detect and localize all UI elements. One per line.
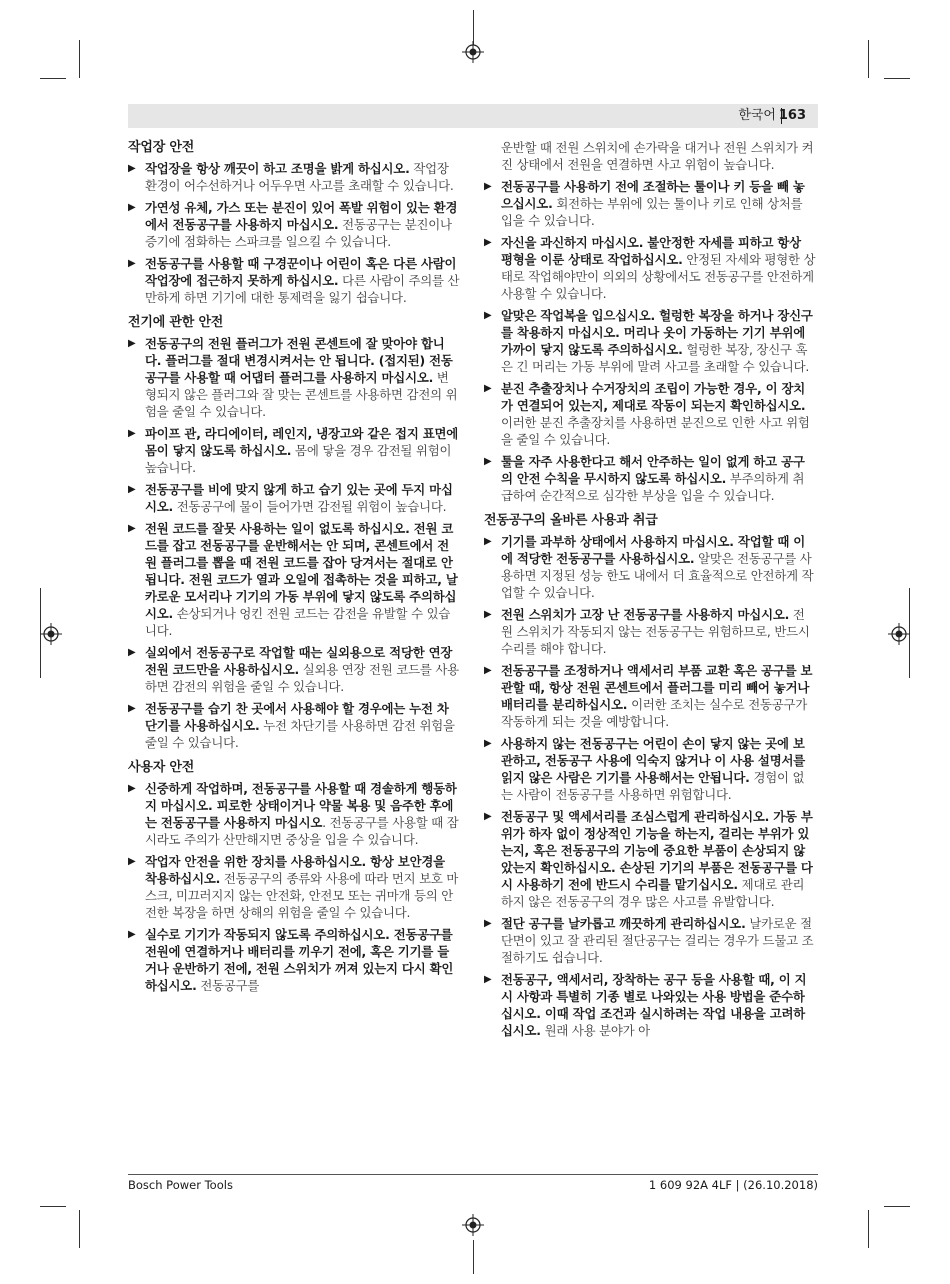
safety-item-explanation: 누전 차단기를 사용하면 감전 위험을 줄일 수 있습니다. bbox=[145, 718, 455, 750]
safety-item-instruction: 툴을 자주 사용한다고 해서 안주하는 일이 없게 하고 공구의 안전 수칙을 무시하지 않도록 하십시오. bbox=[501, 454, 805, 486]
registration-mark-icon bbox=[40, 623, 62, 645]
safety-item bbox=[484, 662, 816, 730]
safety-item-instruction: 전동공구를 사용하기 전에 조절하는 툴이나 키 등을 빼 놓으십시오. bbox=[501, 179, 805, 211]
safety-item bbox=[128, 335, 460, 420]
safety-item-explanation: 작업장 환경이 어수선하거나 어두우면 사고를 초래할 수 있습니다. bbox=[145, 161, 454, 193]
crop-mark bbox=[884, 1206, 910, 1207]
registration-mark-icon bbox=[888, 623, 910, 645]
safety-item-instruction: 전동공구를 사용할 때 구경꾼이나 어린이 혹은 다른 사람이 작업장에 접근하지 못하게 하십시오. bbox=[145, 256, 457, 288]
safety-item-explanation: 전원 스위치가 작동되지 않는 전동공구는 위험하므로, 반드시 수리를 해야 합니다. bbox=[501, 607, 810, 656]
safety-item bbox=[484, 971, 816, 1039]
safety-item-explanation: 부주의하게 취급하여 순간적으로 심각한 부상을 입을 수 있습니다. bbox=[501, 471, 805, 503]
safety-item bbox=[484, 380, 816, 448]
page-header bbox=[128, 104, 818, 128]
safety-item bbox=[484, 606, 816, 657]
safety-item-instruction: 신중하게 작업하며, 전동공구를 사용할 때 경솔하게 행동하지 마십시오. 피로한 상태이거나 약물 복용 및 음주한 후에는 전동공구를 사용하지 마십시오 bbox=[145, 781, 457, 830]
safety-item-instruction: 분진 추출장치나 수거장치의 조립이 가능한 경우, 이 장치가 연결되어 있는지, 제대로 작동이 되는지 확인하십시오. bbox=[501, 381, 806, 413]
safety-item bbox=[484, 234, 816, 302]
safety-item-instruction: 실외에서 전동공구로 작업할 때는 실외용으로 적당한 연장 전원 코드만을 사용하십시오. bbox=[145, 645, 453, 677]
safety-item bbox=[128, 520, 460, 639]
safety-item-explanation: 전동공구는 분진이나 증기에 점화하는 스파크를 일으킬 수 있습니다. bbox=[145, 217, 452, 249]
crop-mark bbox=[884, 78, 910, 79]
safety-item bbox=[484, 735, 816, 803]
crop-mark bbox=[868, 40, 869, 78]
safety-item-explanation: 다른 사람이 주의를 산만하게 하면 기기에 대한 통제력을 잃기 쉽습니다. bbox=[145, 273, 460, 305]
safety-item-explanation: 알맞은 전동공구를 사용하면 지정된 성능 한도 내에서 더 효율적으로 안전하게 작업할 수 있습니다. bbox=[501, 551, 814, 600]
safety-item bbox=[128, 481, 460, 515]
section-heading: 작업장 안전 bbox=[128, 140, 195, 155]
safety-item bbox=[484, 915, 816, 966]
safety-item bbox=[484, 307, 816, 375]
safety-item-instruction: 작업장을 항상 깨끗이 하고 조명을 밝게 하십시오. bbox=[145, 161, 410, 176]
crop-mark bbox=[40, 1206, 66, 1207]
safety-item bbox=[484, 808, 816, 910]
safety-item-explanation: 몸에 닿을 경우 감전될 위험이 높습니다. bbox=[145, 443, 452, 475]
safety-item-instruction: 기기를 과부하 상태에서 사용하지 마십시오. 작업할 때 이에 적당한 전동공구를 사용하십시오. bbox=[501, 534, 805, 566]
safety-item-instruction: 전동공구의 전원 플러그가 전원 콘센트에 잘 맞아야 합니다. 플러그를 절대 변경시켜서는 안 됩니다. (접지된) 전동공구를 사용할 때 어댑터 플러그를 사용하지 마십시오. bbox=[145, 336, 453, 385]
safety-item bbox=[128, 853, 460, 921]
safety-item-instruction: 전동공구, 액세서리, 장착하는 공구 등을 사용할 때, 이 지시 사항과 특별히 기종 별로 나와있는 사용 방법을 준수하십시오. 이때 작업 조건과 실시하려는 작업 내용을 고려하십시오. bbox=[501, 972, 807, 1038]
safety-item bbox=[484, 533, 816, 601]
safety-item-explanation: 회전하는 부위에 있는 툴이나 키로 인해 상처를 입을 수 있습니다. bbox=[501, 196, 803, 228]
safety-item-explanation: . 전동공구를 사용할 때 잠시라도 주의가 산만해지면 중상을 입을 수 있습니다. bbox=[145, 815, 459, 847]
safety-item-instruction: 전동공구를 습기 찬 곳에서 사용해야 할 경우에는 누전 차단기를 사용하십시오. bbox=[145, 701, 449, 733]
safety-item bbox=[128, 926, 460, 994]
safety-item bbox=[128, 700, 460, 751]
safety-item-instruction: 전원 스위치가 고장 난 전동공구를 사용하지 마십시오. bbox=[501, 607, 790, 622]
safety-item-explanation: 날카로운 절단면이 있고 잘 관리된 절단공구는 걸리는 경우가 드물고 조절하기도 쉽습니다. bbox=[501, 916, 814, 965]
footer-brand: Bosch Power Tools bbox=[128, 1178, 233, 1192]
safety-item bbox=[128, 425, 460, 476]
safety-item-instruction: 파이프 관, 라디에이터, 레인지, 냉장고와 같은 접지 표면에 몸이 닿지 않도록 하십시오. bbox=[145, 426, 459, 458]
registration-mark-icon bbox=[462, 1214, 484, 1236]
crop-mark bbox=[79, 1210, 80, 1248]
left-column bbox=[128, 139, 460, 999]
crop-mark bbox=[473, 1240, 474, 1274]
safety-item-explanation: 제대로 관리하지 않은 전동공구의 경우 많은 사고를 유발합니다. bbox=[501, 877, 805, 909]
safety-item bbox=[128, 160, 460, 194]
section-heading: 사용자 안전 bbox=[128, 760, 195, 775]
safety-item-explanation: 헐렁한 복장, 장신구 혹은 긴 머리는 가동 부위에 말려 사고를 초래할 수 있습니다. bbox=[501, 342, 810, 374]
safety-item-instruction: 전동공구를 조정하거나 액세서리 부품 교환 혹은 공구를 보관할 때, 항상 전원 콘센트에서 플러그를 미리 빼어 놓거나 배터리를 분리하십시오. bbox=[501, 663, 813, 712]
page-number: 163 bbox=[778, 108, 806, 123]
safety-item-instruction: 작업자 안전을 위한 장치를 사용하십시오. 항상 보안경을 착용하십시오. bbox=[145, 854, 445, 886]
safety-item-instruction: 절단 공구를 날카롭고 깨끗하게 관리하십시오. bbox=[501, 916, 746, 931]
safety-item-instruction: 전동공구 및 액세서리를 조심스럽게 관리하십시오. 가동 부위가 하자 없이 정상적인 기능을 하는지, 걸리는 부위가 있는지, 혹은 전동공구의 기능에 중요한 부품이 손상되지 않았는지 확인하십시오. 손상된 기기의 부품은 전동공구를 다시 사용하기 전에 반드시 수리를 맡기십시오. bbox=[501, 809, 813, 892]
crop-mark bbox=[40, 78, 66, 79]
safety-item-explanation: 원래 사용 분야가 아 bbox=[540, 1023, 650, 1038]
right-column bbox=[484, 139, 816, 1044]
safety-item-instruction: 가연성 유체, 가스 또는 분진이 있어 폭발 위험이 있는 환경에서 전동공구를 사용하지 마십시오. bbox=[145, 200, 458, 232]
safety-item-explanation: 이러한 분진 추출장치를 사용하면 분진으로 인한 사고 위험을 줄일 수 있습니다. bbox=[501, 415, 810, 447]
continued-paragraph: 운반할 때 전원 스위치에 손가락을 대거나 전원 스위치가 켜진 상태에서 전원을 연결하면 사고 위험이 높습니다. bbox=[501, 140, 814, 172]
crop-mark bbox=[473, 10, 474, 45]
footer-divider bbox=[128, 1174, 818, 1175]
crop-mark bbox=[868, 1210, 869, 1248]
safety-item-explanation: 경험이 없는 사람이 전동공구를 사용하면 위험합니다. bbox=[501, 770, 805, 802]
safety-item bbox=[484, 178, 816, 229]
safety-item-explanation: 전동공구의 종류와 사용에 따라 먼지 보호 마스크, 미끄러지지 않는 안전화, 안전모 또는 귀마개 등의 안전한 복장을 하면 상해의 위험을 줄일 수 있습니다. bbox=[145, 871, 459, 920]
safety-item-instruction: 자신을 과신하지 마십시오. 불안정한 자세를 피하고 항상 평형을 이룬 상태로 작업하십시오. bbox=[501, 235, 801, 267]
footer-doc-code: 1 609 92A 4LF | (26.10.2018) bbox=[648, 1178, 818, 1192]
safety-item-instruction: 알맞은 작업복을 입으십시오. 헐렁한 복장을 하거나 장신구를 착용하지 마십시오. 머리나 옷이 가동하는 기기 부위에 가까이 닿지 않도록 주의하십시오. bbox=[501, 308, 813, 357]
safety-item bbox=[128, 780, 460, 848]
safety-item bbox=[128, 644, 460, 695]
safety-item-instruction: 실수로 기기가 작동되지 않도록 주의하십시오. 전동공구를 전원에 연결하거나 배터리를 끼우기 전에, 혹은 기기를 들거나 운반하기 전에, 전원 스위치가 꺼져 있는지 다시 확인하십시오. bbox=[145, 927, 454, 993]
safety-item bbox=[484, 453, 816, 504]
safety-item-instruction: 전원 코드를 잘못 사용하는 일이 없도록 하십시오. 전원 코드를 잡고 전동공구를 운반해서는 안 되며, 콘센트에서 전원 플러그를 뽑을 때 전원 코드를 잡아 당겨서는 절대로 안 됩니다. 전원 코드가 열과 오일에 접촉하는 것을 피하고, 날카로운 모서리나 기기의 가동 부위에 닿지 않도록 주의하십시오. bbox=[145, 521, 458, 621]
safety-item-explanation: 변형되지 않은 플러그와 잘 맞는 콘센트를 사용하면 감전의 위험을 줄일 수 있습니다. bbox=[145, 370, 458, 419]
safety-item-explanation: 전동공구를 bbox=[196, 978, 260, 993]
safety-item-instruction: 전동공구를 비에 맞지 않게 하고 습기 있는 곳에 두지 마십시오. bbox=[145, 482, 453, 514]
safety-item bbox=[128, 255, 460, 306]
section-heading: 전기에 관한 안전 bbox=[128, 315, 224, 330]
safety-item bbox=[128, 199, 460, 250]
registration-mark-icon bbox=[462, 41, 484, 63]
safety-item-explanation: 실외용 연장 전원 코드를 사용하면 감전의 위험을 줄일 수 있습니다. bbox=[145, 662, 459, 694]
section-heading: 전동공구의 올바른 사용과 취급 bbox=[484, 513, 658, 528]
header-language: 한국어 bbox=[738, 108, 776, 123]
safety-item-explanation: 안정된 자세와 평형한 상태로 작업해야만이 의외의 상황에서도 전동공구를 안전하게 사용할 수 있습니다. bbox=[501, 252, 816, 301]
crop-mark bbox=[79, 40, 80, 78]
safety-item-instruction: 사용하지 않는 전동공구는 어린이 손이 닿지 않는 곳에 보관하고, 전동공구 사용에 익숙지 않거나 이 사용 설명서를 읽지 않은 사람은 기기를 사용해서는 안됩니다. bbox=[501, 736, 805, 785]
safety-item-explanation: 이러한 조치는 실수로 전동공구가 작동하게 되는 것을 예방합니다. bbox=[501, 697, 808, 729]
safety-item-explanation: 손상되거나 엉킨 전원 코드는 감전을 유발할 수 있습니다. bbox=[145, 606, 451, 638]
safety-item-explanation: 전동공구에 물이 들어가면 감전될 위험이 높습니다. bbox=[173, 499, 447, 514]
